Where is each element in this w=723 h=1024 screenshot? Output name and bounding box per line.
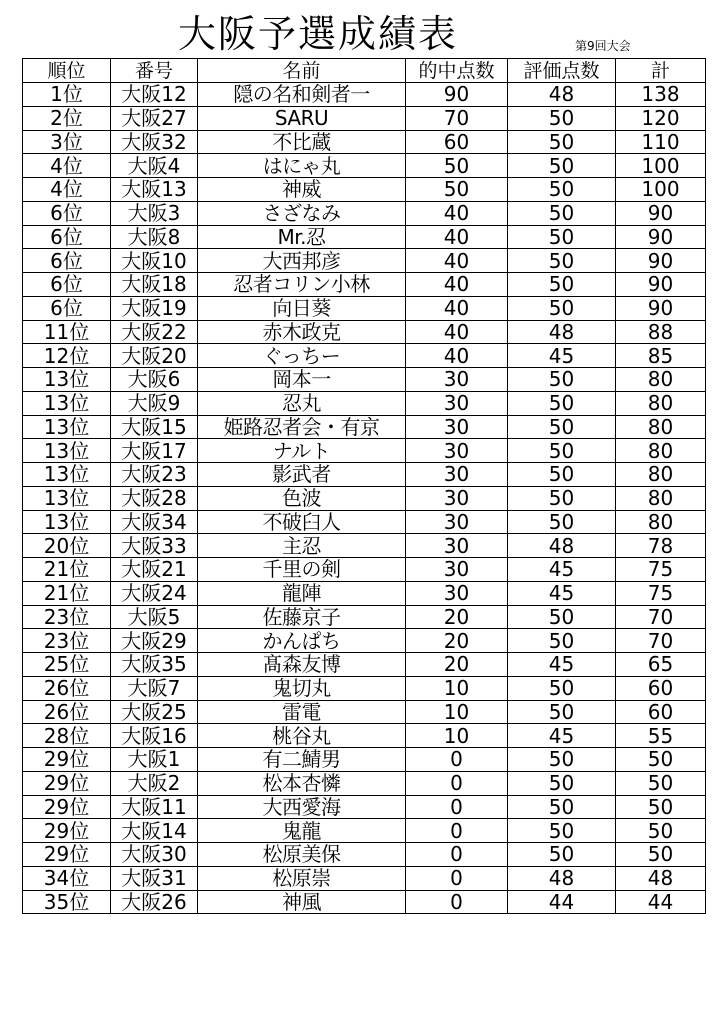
number-cell: 大阪10 <box>111 249 198 273</box>
number-cell: 大阪35 <box>111 653 198 677</box>
total-cell: 70 <box>616 605 706 629</box>
table-row <box>23 866 706 890</box>
name-cell: 大西邦彦 <box>198 249 406 273</box>
hit-points-cell: 0 <box>406 748 508 772</box>
hit-points-cell: 0 <box>406 771 508 795</box>
hit-points-cell: 40 <box>406 225 508 249</box>
hit-points-cell: 30 <box>406 534 508 558</box>
number-cell: 大阪6 <box>111 368 198 392</box>
total-cell: 85 <box>616 344 706 368</box>
number-cell: 大阪28 <box>111 486 198 510</box>
hit-points-cell: 30 <box>406 486 508 510</box>
eval-points-cell: 50 <box>508 201 616 225</box>
number-cell: 大阪16 <box>111 724 198 748</box>
total-cell: 100 <box>616 178 706 202</box>
rank-cell: 6位 <box>23 249 111 273</box>
hit-points-cell: 50 <box>406 178 508 202</box>
number-cell: 大阪7 <box>111 676 198 700</box>
name-cell: 不破臼人 <box>198 510 406 534</box>
name-cell: 桃谷丸 <box>198 724 406 748</box>
rank-cell: 13位 <box>23 486 111 510</box>
table-row <box>23 154 706 178</box>
table-row <box>23 795 706 819</box>
hit-points-cell: 10 <box>406 700 508 724</box>
name-cell: 忍丸 <box>198 391 406 415</box>
hit-points-cell: 10 <box>406 724 508 748</box>
name-cell: 雷電 <box>198 700 406 724</box>
table-row <box>23 700 706 724</box>
eval-points-cell: 50 <box>508 368 616 392</box>
number-cell: 大阪24 <box>111 581 198 605</box>
total-cell: 90 <box>616 296 706 320</box>
total-cell: 100 <box>616 154 706 178</box>
hit-points-cell: 60 <box>406 130 508 154</box>
number-cell: 大阪27 <box>111 106 198 130</box>
number-cell: 大阪3 <box>111 201 198 225</box>
table-row <box>23 249 706 273</box>
total-cell: 80 <box>616 463 706 487</box>
total-cell: 80 <box>616 391 706 415</box>
hit-points-cell: 20 <box>406 605 508 629</box>
name-cell: 鬼切丸 <box>198 676 406 700</box>
hit-points-cell: 30 <box>406 391 508 415</box>
rank-cell: 6位 <box>23 201 111 225</box>
number-cell: 大阪9 <box>111 391 198 415</box>
rank-cell: 25位 <box>23 653 111 677</box>
name-cell: 色波 <box>198 486 406 510</box>
hit-points-cell: 50 <box>406 154 508 178</box>
column-header-total: 計 <box>616 59 706 83</box>
page-title: 大阪予選成績表 <box>178 12 459 56</box>
hit-points-cell: 40 <box>406 320 508 344</box>
eval-points-cell: 50 <box>508 249 616 273</box>
eval-points-cell: 45 <box>508 344 616 368</box>
rank-cell: 29位 <box>23 748 111 772</box>
column-header-name: 名前 <box>198 59 406 83</box>
eval-points-cell: 50 <box>508 771 616 795</box>
name-cell: はにゃ丸 <box>198 154 406 178</box>
rank-cell: 11位 <box>23 320 111 344</box>
eval-points-cell: 50 <box>508 486 616 510</box>
total-cell: 90 <box>616 225 706 249</box>
name-cell: 神威 <box>198 178 406 202</box>
total-cell: 78 <box>616 534 706 558</box>
rank-cell: 21位 <box>23 558 111 582</box>
number-cell: 大阪1 <box>111 748 198 772</box>
eval-points-cell: 50 <box>508 700 616 724</box>
name-cell: 主忍 <box>198 534 406 558</box>
eval-points-cell: 50 <box>508 415 616 439</box>
name-cell: Mr.忍 <box>198 225 406 249</box>
table-row <box>23 344 706 368</box>
rank-cell: 20位 <box>23 534 111 558</box>
rank-cell: 3位 <box>23 130 111 154</box>
number-cell: 大阪26 <box>111 890 198 914</box>
number-cell: 大阪12 <box>111 83 198 107</box>
name-cell: ぐっちー <box>198 344 406 368</box>
eval-points-cell: 50 <box>508 130 616 154</box>
number-cell: 大阪21 <box>111 558 198 582</box>
name-cell: 有二鯖男 <box>198 748 406 772</box>
rank-cell: 29位 <box>23 819 111 843</box>
table-row <box>23 581 706 605</box>
eval-points-cell: 50 <box>508 225 616 249</box>
table-row <box>23 106 706 130</box>
rank-cell: 26位 <box>23 700 111 724</box>
name-cell: 佐藤京子 <box>198 605 406 629</box>
table-row <box>23 748 706 772</box>
eval-points-cell: 48 <box>508 866 616 890</box>
table-row <box>23 368 706 392</box>
total-cell: 120 <box>616 106 706 130</box>
eval-points-cell: 48 <box>508 83 616 107</box>
rank-cell: 6位 <box>23 273 111 297</box>
number-cell: 大阪23 <box>111 463 198 487</box>
eval-points-cell: 50 <box>508 843 616 867</box>
eval-points-cell: 50 <box>508 439 616 463</box>
total-cell: 50 <box>616 843 706 867</box>
hit-points-cell: 40 <box>406 273 508 297</box>
rank-cell: 6位 <box>23 296 111 320</box>
results-table <box>22 58 706 914</box>
total-cell: 90 <box>616 201 706 225</box>
table-row <box>23 178 706 202</box>
column-header-rank: 順位 <box>23 59 111 83</box>
rank-cell: 13位 <box>23 463 111 487</box>
hit-points-cell: 40 <box>406 201 508 225</box>
rank-cell: 1位 <box>23 83 111 107</box>
table-header <box>23 59 706 83</box>
hit-points-cell: 0 <box>406 795 508 819</box>
total-cell: 110 <box>616 130 706 154</box>
eval-points-cell: 50 <box>508 629 616 653</box>
eval-points-cell: 50 <box>508 676 616 700</box>
number-cell: 大阪5 <box>111 605 198 629</box>
rank-cell: 35位 <box>23 890 111 914</box>
table-row <box>23 724 706 748</box>
number-cell: 大阪11 <box>111 795 198 819</box>
name-cell: 神風 <box>198 890 406 914</box>
hit-points-cell: 90 <box>406 83 508 107</box>
table-row <box>23 296 706 320</box>
number-cell: 大阪34 <box>111 510 198 534</box>
rank-cell: 13位 <box>23 391 111 415</box>
number-cell: 大阪29 <box>111 629 198 653</box>
hit-points-cell: 40 <box>406 296 508 320</box>
total-cell: 50 <box>616 795 706 819</box>
number-cell: 大阪4 <box>111 154 198 178</box>
number-cell: 大阪33 <box>111 534 198 558</box>
eval-points-cell: 50 <box>508 391 616 415</box>
total-cell: 90 <box>616 273 706 297</box>
rank-cell: 12位 <box>23 344 111 368</box>
rank-cell: 26位 <box>23 676 111 700</box>
table-row <box>23 558 706 582</box>
rank-cell: 4位 <box>23 178 111 202</box>
table-row <box>23 629 706 653</box>
hit-points-cell: 30 <box>406 463 508 487</box>
hit-points-cell: 30 <box>406 510 508 534</box>
number-cell: 大阪8 <box>111 225 198 249</box>
total-cell: 80 <box>616 368 706 392</box>
total-cell: 65 <box>616 653 706 677</box>
rank-cell: 28位 <box>23 724 111 748</box>
table-row <box>23 391 706 415</box>
hit-points-cell: 0 <box>406 890 508 914</box>
hit-points-cell: 40 <box>406 249 508 273</box>
hit-points-cell: 70 <box>406 106 508 130</box>
total-cell: 44 <box>616 890 706 914</box>
header-row <box>23 59 706 83</box>
hit-points-cell: 30 <box>406 439 508 463</box>
table-row <box>23 273 706 297</box>
table-row <box>23 819 706 843</box>
rank-cell: 34位 <box>23 866 111 890</box>
eval-points-cell: 50 <box>508 795 616 819</box>
name-cell: 千里の剣 <box>198 558 406 582</box>
name-cell: 向日葵 <box>198 296 406 320</box>
eval-points-cell: 48 <box>508 534 616 558</box>
name-cell: 隠の名和剣者一 <box>198 83 406 107</box>
name-cell: 赤木政克 <box>198 320 406 344</box>
hit-points-cell: 30 <box>406 368 508 392</box>
rank-cell: 6位 <box>23 225 111 249</box>
hit-points-cell: 30 <box>406 558 508 582</box>
number-cell: 大阪22 <box>111 320 198 344</box>
number-cell: 大阪32 <box>111 130 198 154</box>
eval-points-cell: 45 <box>508 558 616 582</box>
number-cell: 大阪25 <box>111 700 198 724</box>
total-cell: 70 <box>616 629 706 653</box>
total-cell: 75 <box>616 558 706 582</box>
name-cell: ナルト <box>198 439 406 463</box>
rank-cell: 29位 <box>23 843 111 867</box>
table-row <box>23 653 706 677</box>
table-row <box>23 676 706 700</box>
number-cell: 大阪20 <box>111 344 198 368</box>
eval-points-cell: 50 <box>508 510 616 534</box>
rank-cell: 29位 <box>23 771 111 795</box>
total-cell: 90 <box>616 249 706 273</box>
name-cell: SARU <box>198 106 406 130</box>
total-cell: 75 <box>616 581 706 605</box>
table-row <box>23 605 706 629</box>
table-row <box>23 534 706 558</box>
rank-cell: 13位 <box>23 368 111 392</box>
eval-points-cell: 50 <box>508 605 616 629</box>
hit-points-cell: 10 <box>406 676 508 700</box>
eval-points-cell: 45 <box>508 653 616 677</box>
column-header-eval-points: 評価点数 <box>508 59 616 83</box>
eval-points-cell: 50 <box>508 296 616 320</box>
name-cell: 忍者コリン小林 <box>198 273 406 297</box>
hit-points-cell: 20 <box>406 629 508 653</box>
total-cell: 138 <box>616 83 706 107</box>
number-cell: 大阪14 <box>111 819 198 843</box>
rank-cell: 13位 <box>23 510 111 534</box>
table-row <box>23 771 706 795</box>
rank-cell: 21位 <box>23 581 111 605</box>
eval-points-cell: 50 <box>508 819 616 843</box>
eval-points-cell: 45 <box>508 581 616 605</box>
name-cell: 松原美保 <box>198 843 406 867</box>
total-cell: 50 <box>616 819 706 843</box>
name-cell: 不比蔵 <box>198 130 406 154</box>
table-row <box>23 439 706 463</box>
table-row <box>23 890 706 914</box>
number-cell: 大阪18 <box>111 273 198 297</box>
hit-points-cell: 30 <box>406 415 508 439</box>
number-cell: 大阪19 <box>111 296 198 320</box>
table-row <box>23 486 706 510</box>
number-cell: 大阪17 <box>111 439 198 463</box>
rank-cell: 29位 <box>23 795 111 819</box>
total-cell: 60 <box>616 676 706 700</box>
table-row <box>23 320 706 344</box>
eval-points-cell: 45 <box>508 724 616 748</box>
table-row <box>23 510 706 534</box>
total-cell: 50 <box>616 771 706 795</box>
name-cell: 鬼龍 <box>198 819 406 843</box>
name-cell: 松本杏憐 <box>198 771 406 795</box>
table-body <box>23 83 706 914</box>
total-cell: 80 <box>616 486 706 510</box>
table-row <box>23 225 706 249</box>
hit-points-cell: 30 <box>406 581 508 605</box>
total-cell: 88 <box>616 320 706 344</box>
table-row <box>23 83 706 107</box>
column-header-number: 番号 <box>111 59 198 83</box>
name-cell: 岡本一 <box>198 368 406 392</box>
name-cell: 松原崇 <box>198 866 406 890</box>
column-header-hit-points: 的中点数 <box>406 59 508 83</box>
number-cell: 大阪15 <box>111 415 198 439</box>
eval-points-cell: 50 <box>508 748 616 772</box>
total-cell: 48 <box>616 866 706 890</box>
table-row <box>23 201 706 225</box>
name-cell: 髙森友博 <box>198 653 406 677</box>
total-cell: 55 <box>616 724 706 748</box>
number-cell: 大阪30 <box>111 843 198 867</box>
rank-cell: 13位 <box>23 439 111 463</box>
eval-points-cell: 50 <box>508 273 616 297</box>
rank-cell: 23位 <box>23 629 111 653</box>
name-cell: 影武者 <box>198 463 406 487</box>
rank-cell: 2位 <box>23 106 111 130</box>
rank-cell: 23位 <box>23 605 111 629</box>
eval-points-cell: 44 <box>508 890 616 914</box>
hit-points-cell: 20 <box>406 653 508 677</box>
hit-points-cell: 0 <box>406 866 508 890</box>
eval-points-cell: 50 <box>508 106 616 130</box>
total-cell: 80 <box>616 510 706 534</box>
table-row <box>23 843 706 867</box>
table-row <box>23 415 706 439</box>
name-cell: かんぱち <box>198 629 406 653</box>
eval-points-cell: 50 <box>508 178 616 202</box>
edition-label: 第9回大会 <box>575 39 631 53</box>
hit-points-cell: 0 <box>406 819 508 843</box>
eval-points-cell: 48 <box>508 320 616 344</box>
table-row <box>23 130 706 154</box>
total-cell: 50 <box>616 748 706 772</box>
name-cell: 大西愛海 <box>198 795 406 819</box>
total-cell: 80 <box>616 415 706 439</box>
total-cell: 60 <box>616 700 706 724</box>
eval-points-cell: 50 <box>508 463 616 487</box>
number-cell: 大阪13 <box>111 178 198 202</box>
hit-points-cell: 0 <box>406 843 508 867</box>
number-cell: 大阪31 <box>111 866 198 890</box>
table-row <box>23 463 706 487</box>
rank-cell: 13位 <box>23 415 111 439</box>
name-cell: 姫路忍者会・有京 <box>198 415 406 439</box>
name-cell: 龍陣 <box>198 581 406 605</box>
number-cell: 大阪2 <box>111 771 198 795</box>
eval-points-cell: 50 <box>508 154 616 178</box>
rank-cell: 4位 <box>23 154 111 178</box>
name-cell: さざなみ <box>198 201 406 225</box>
hit-points-cell: 40 <box>406 344 508 368</box>
total-cell: 80 <box>616 439 706 463</box>
